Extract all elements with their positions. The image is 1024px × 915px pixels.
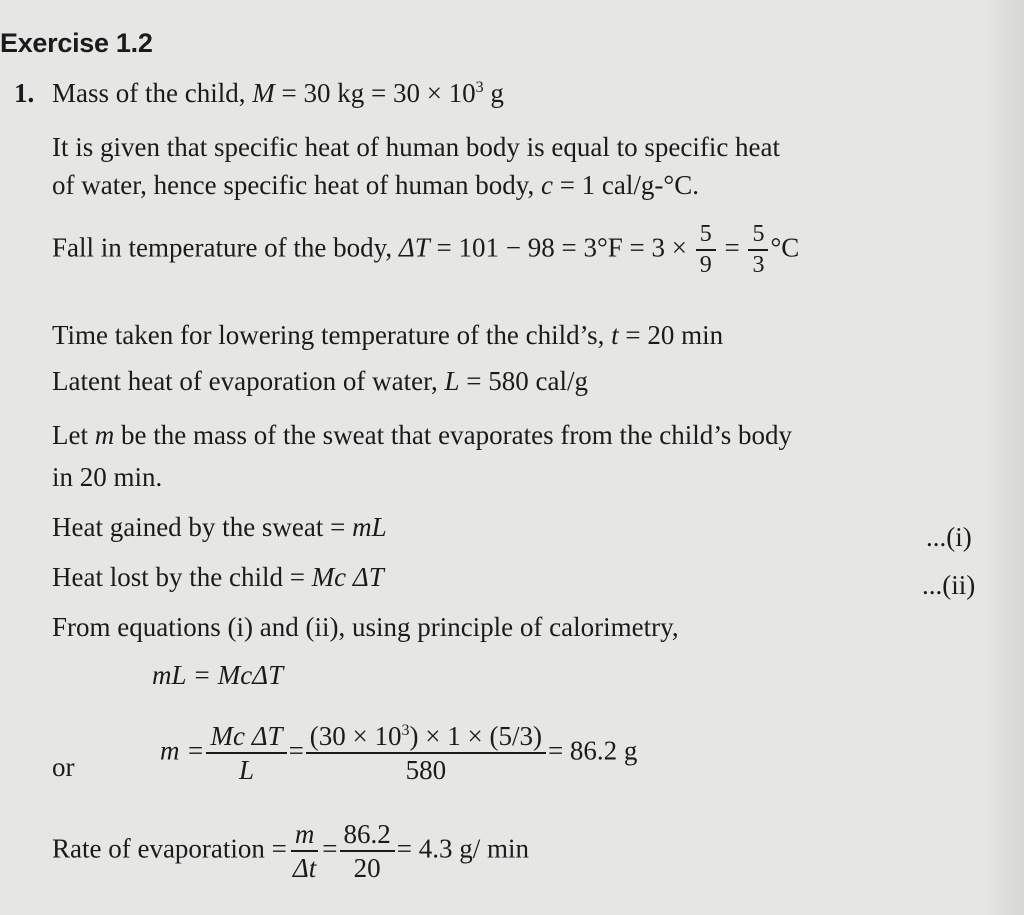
calorimetry-line: From equations (i) and (ii), using principle of calorimetry, xyxy=(52,612,679,642)
heat-gained-line: Heat gained by the sweat = mL xyxy=(52,512,387,542)
sweat-mass-line-2: in 20 min. xyxy=(52,462,163,492)
mass-solution-equation: m = $\frac{\text{Mc ΔT}}{L}$ = $\frac{(30 \times 10^3) \times 1 \times (5/3)}{580}$ = 86.2 g xyxy=(160,721,638,786)
fraction-rate-numeric: $\frac{86.2}{20}$ xyxy=(340,820,395,883)
specific-heat-line-2: of water, hence specific heat of human body, c = 1 cal/g-°C. xyxy=(52,170,699,200)
rate-line: Rate of evaporation = $\frac{m}{\Delta t}$ = $\frac{86.2}{20}$ = 4.3 g/ min xyxy=(52,819,529,884)
specific-heat-line-1: It is given that specific heat of human body is equal to specific heat xyxy=(52,132,781,162)
exercise-heading: Exercise 1.2 xyxy=(0,28,153,58)
temperature-fall-line: Fall in temperature of the body, ΔT = 101 − 98 = 3°F = 3 × $\frac{5}{9}$ = $\frac{5}{3}$ °C xyxy=(52,221,800,279)
fraction-mc-dt-over-l: $\frac{\text{Mc ΔT}}{L}$ xyxy=(206,722,286,785)
or-label: or xyxy=(52,752,75,782)
time-line: Time taken for lowering temperature of the child’s, t = 20 min xyxy=(52,320,724,350)
equation-number-i: ...(i) xyxy=(926,522,972,552)
item-number: 1. xyxy=(14,78,35,108)
equation-number-ii: ...(ii) xyxy=(922,570,976,600)
latent-heat-line: Latent heat of evaporation of water, L = 580 cal/g xyxy=(52,366,588,396)
sweat-mass-line-1: Let m be the mass of the sweat that evaporates from the child’s body xyxy=(52,420,793,450)
heat-lost-line: Heat lost by the child = Mc ΔT xyxy=(52,562,384,592)
page-edge-shadow xyxy=(984,0,1024,915)
fraction-numeric: $\frac{(30 \times 10^3) \times 1 \times (5/3)}{580}$ xyxy=(306,722,546,785)
fraction-m-over-dt: $\frac{m}{\Delta t}$ xyxy=(289,820,320,883)
main-equation: mL = McΔT xyxy=(152,660,284,690)
fraction-five-ninths: $\frac{5}{9}$ xyxy=(696,222,716,278)
mass-line: 1. Mass of the child, M = 30 kg = $30 \times 10^3$ g xyxy=(14,78,504,108)
fraction-five-thirds: $\frac{5}{3}$ xyxy=(748,222,768,278)
